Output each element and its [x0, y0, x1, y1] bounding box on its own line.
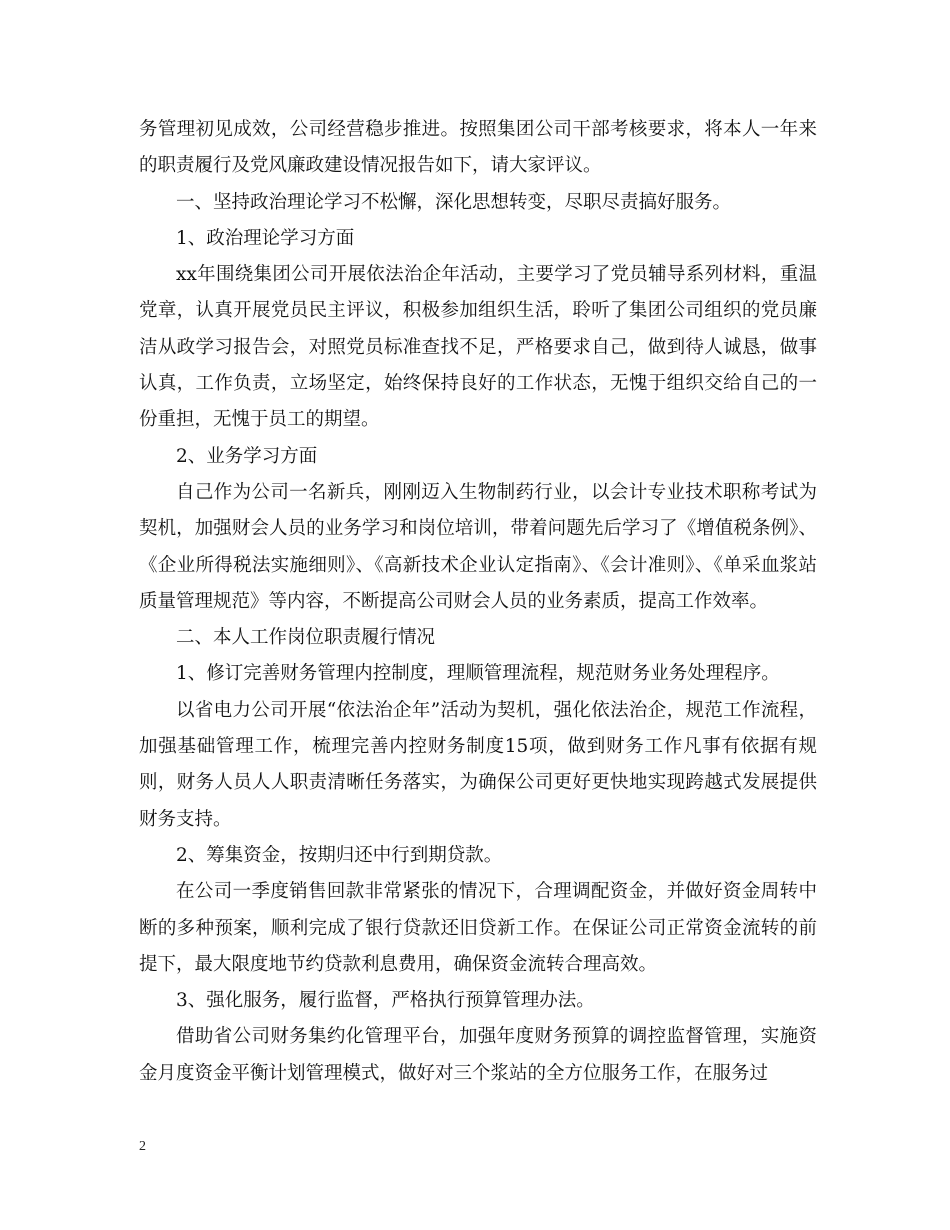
- document-body: [139, 112, 817, 1092]
- page-number: 2: [139, 1139, 146, 1154]
- subheading-2-3: 3、强化服务，履行监督，严格执行预算管理办法。: [176, 990, 595, 1012]
- paragraph-internal-control: 以省电力公司开展“依法治企年”活动为契机，强化依法治企，规范工作流程，加强基础管理工作，梳理完善内控财务制度15项，做到财务工作凡事有依据有规则，财务人员人人职责清晰任务落实，为确保公司更好更快地实现跨越式发展提供财务支持。: [139, 699, 817, 830]
- subheading-2-2: 2、筹集资金，按期归还中行到期贷款。: [176, 844, 503, 866]
- paragraph-political-study: xx年围绕集团公司开展依法治企年活动，主要学习了党员辅导系列材料，重温党章，认真开展党员民主评议，积极参加组织生活，聆听了集团公司组织的党员廉洁从政学习报告会，对照党员标准查找不足，严格要求自己，做到待人诚恳，做事认真，工作负责，立场坚定，始终保持良好的工作状态，无愧于组织交给自己的一份重担，无愧于员工的期望。: [139, 264, 817, 431]
- paragraph-funding: 在公司一季度销售回款非常紧张的情况下，合理调配资金，并做好资金周转中断的多种预案，顺利完成了银行贷款还旧贷新工作。在保证公司正常资金流转的前提下，最大限度地节约贷款利息费用，确保资金流转合理高效。: [139, 881, 817, 975]
- subheading-2-1: 1、修订完善财务管理内控制度，理顺管理流程，规范财务业务处理程序。: [176, 663, 780, 685]
- paragraph-budget-service: 借助省公司财务集约化管理平台，加强年度财务预算的调控监督管理，实施资金月度资金平衡计划管理模式，做好对三个浆站的全方位服务工作，在服务过: [139, 1026, 817, 1084]
- section-heading-2: 二、本人工作岗位职责履行情况: [176, 627, 436, 649]
- subheading-1-1: 1、政治理论学习方面: [176, 227, 355, 249]
- paragraph-business-study: 自己作为公司一名新兵，刚刚迈入生物制药行业，以会计专业技术职称考试为契机，加强财会人员的业务学习和岗位培训，带着问题先后学习了《增值税条例》、《企业所得税法实施细则》、《高新技术企业认定指南》、《会计准则》、《单采血浆站质量管理规范》等内容，不断提高公司财会人员的业务素质，提高工作效率。: [139, 481, 817, 612]
- paragraph-intro: 务管理初见成效，公司经营稳步推进。按照集团公司干部考核要求，将本人一年来的职责履行及党风廉政建设情况报告如下，请大家评议。: [139, 119, 817, 177]
- section-heading-1: 一、坚持政治理论学习不松懈，深化思想转变，尽职尽责搞好服务。: [176, 191, 732, 213]
- subheading-1-2: 2、业务学习方面: [176, 445, 318, 467]
